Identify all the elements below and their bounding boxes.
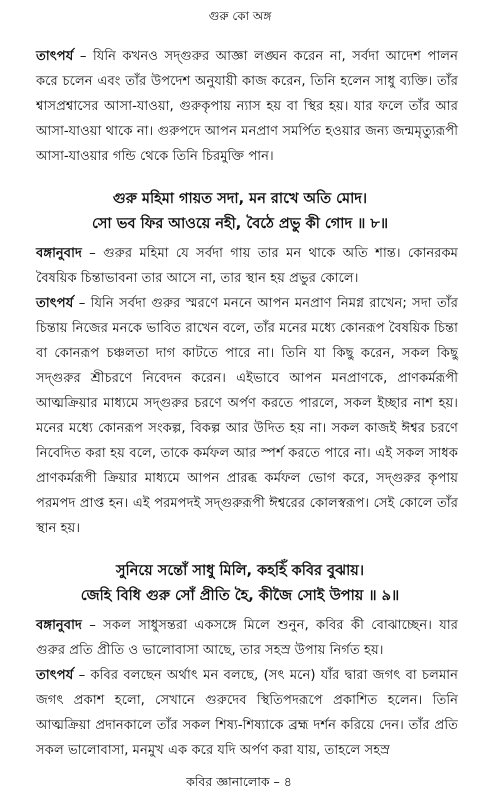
commentary-paragraph-9 [22, 663, 458, 763]
verse-8 [22, 187, 458, 237]
translation-label: বঙ্গানুবাদ [36, 618, 82, 633]
translation-label: বঙ্গানুবাদ [36, 246, 82, 261]
commentary-label: তাৎপর্য [36, 668, 74, 683]
verse-9-line-1: সুনিয়ে সন্তোঁ সাধু মিলি, কহহিঁ কবির বুঝায়। [115, 563, 365, 579]
commentary-label: তাৎপর্য [36, 49, 74, 64]
verse-9 [22, 559, 458, 609]
verse-8-line-1: গুরু মহিমা গায়ত সদা, মন রাখে অতি মোদ। [112, 191, 368, 207]
commentary-label: তাৎপর্য [36, 296, 74, 311]
translation-paragraph-8 [22, 241, 458, 291]
translation-text: – সকল সাধুসন্তরা একসঙ্গে মিলে শুনুন, কবির কী বোঝাচ্ছেন। যার গুরুর প্রতি প্রীতি ও ভালোবাসা আছে, তার সহস্র উপায় নির্গত হয়। [36, 618, 458, 658]
running-title: গুরু কো অঙ্গ [208, 9, 272, 23]
commentary-paragraph-8 [22, 291, 458, 541]
commentary-paragraph-1 [22, 44, 458, 169]
translation-text: – গুরুর মহিমা যে সর্বদা গায় তার মন থাকে অতি শান্ত। কোনরকম বৈষয়িক চিন্তাভাবনা তার আসে না, তার স্থান হয় প্রভুর কোলে। [36, 246, 458, 286]
translation-paragraph-9 [22, 613, 458, 663]
page-footer: কবির জ্ঞানালোক – ৪ [186, 774, 292, 789]
commentary-text: – কবির বলছেন অর্থাৎ মন বলছে, (সৎ মনে) যাঁর দ্বারা জগৎ বা চলমান জগৎ প্রকাশ হলো, সেখানে গুরুদেব স্থিতিপদরূপে প্রকাশিত হলেন। তিনি আত্মক্রিয়া প্রদানকালে তাঁর সকল শিষ্য-শিষ্যাকে ব্রহ্ম দর্শন করিয়ে দেন। তাঁর প্রতি সকল ভালোবাসা, মনমুখ এক করে যদি অর্পণ করা যায়, তাহলে সহস্র [36, 668, 458, 758]
verse-8-line-2: সো ভব ফির আওয়ে নহী, বৈঠে প্রভু কী গোদ ॥ ৮॥ [91, 216, 389, 232]
commentary-text: – যিনি কখনও সদ্গুরুর আজ্ঞা লঙ্ঘন করেন না, সর্বদা আদেশ পালন করে চলেন এবং তাঁর উপদেশ অনুযায়ী কাজ করেন, তিনি হলেন সাধু ব্যক্তি। তাঁর শ্বাসপ্রশ্বাসের আসা-যাওয়া, গুরুকৃপায় ন্যাস হয় বা স্থির হয়। যার ফলে তাঁর আর আসা-যাওয়া থাকে না। গুরুপদে আপন মনপ্রাণ সমর্পিত হওয়ার জন্য জন্মমৃত্যুরূপী আসা-যাওয়ার গন্ডি থেকে তিনি চিরমুক্তি পান। [36, 49, 458, 164]
commentary-text: – যিনি সর্বদা গুরুর স্মরণে মননে আপন মনপ্রাণ নিমগ্ন রাখেন; সদা তাঁর চিন্তায় নিজের মনকে ভাবিত রাখেন বলে, তাঁর মনের মধ্যে কোনরূপ বৈষয়িক চিন্তা বা কোনরূপ চঞ্চলতা দাগ কাটতে পারে না। তিনি যা কিছু করেন, সকল কিছু সদ্গুরুর শ্রীচরণে নিবেদন করেন। এইভাবে আপন মনপ্রাণকে, প্রাণকর্মরূপী আত্মক্রিয়ার মাধ্যমে সদ্গুরুর চরণে অর্পণ করতে পারলে, সকল ইচ্ছার নাশ হয়। মনের মধ্যে কোনরূপ সংকল্প, বিকল্প আর উদিত হয় না। সকল কাজই ঈশ্বর চরণে নিবেদিত করা হয় বলে, তাকে কর্মফল আর স্পর্শ করতে পারে না। এই সকল সাধক প্রাণকর্মরূপী ক্রিয়ার মাধ্যমে আপন প্রারব্ধ কর্মফল ভোগ করে, সদ্গুরুর কৃপায় পরমপদ প্রাপ্ত হন। এই পরমপদই সদ্গুরুরূপী ঈশ্বরের কোলস্বরূপ। সেই কোলে তাঁর স্থান হয়। [36, 296, 458, 536]
verse-9-line-2: জেহি বিধি গুরু সোঁ প্রীতি হৈ, কীজৈ সোই উপায় ॥ ৯॥ [80, 588, 400, 604]
